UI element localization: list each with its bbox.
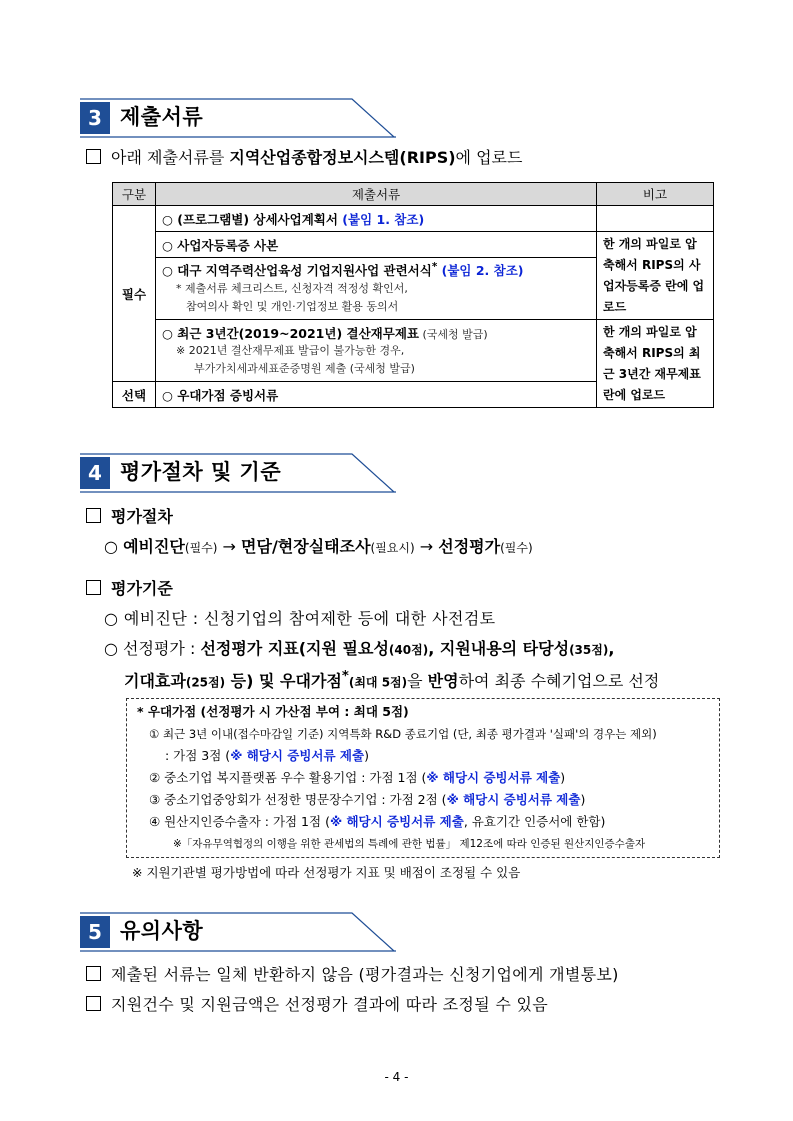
checkbox-square-icon [86,580,101,595]
table-row: ○ (프로그램별) 상세사업계획서 (붙임 1. 참조) [156,206,597,232]
bonus-item: ② 중소기업 복지플랫폼 우수 활용기업 : 가점 1점 (※ 해당시 증빙서류 제출) [149,770,566,785]
group-required: 필수 [113,206,156,382]
section-3-header [80,96,396,140]
checkbox-square-icon [86,508,101,523]
section-5-title: 유의사항 [120,919,204,943]
notice-1: 제출된 서류는 일체 반환하지 않음 (평가결과는 신청기업에게 개별통보) [86,964,619,986]
remark-2: 한 개의 파일로 압축해서 RIPS의 최근 3년간 재무제표 란에 업로드 [597,320,714,408]
table-row: ○ 우대가점 증빙서류 [156,382,597,408]
criteria-1: ○ 예비진단 : 신청기업의 참여제한 등에 대한 사전검토 [104,609,496,628]
bonus-item: : 가점 3점 (※ 해당시 증빙서류 제출) [165,748,369,763]
section-4-header [80,451,396,495]
table-row: ○ 사업자등록증 사본 [156,232,597,258]
table-row: ○ 최근 3년간(2019~2021년) 결산재무제표 (국세청 발급) ※ 2021년 결산재무제표 발급이 불가능한 경우, 부가가치세과세표준증명원 제출 (국세청 발급) [156,320,597,382]
section-4-title: 평가절차 및 기준 [120,460,282,484]
group-optional: 선택 [113,382,156,408]
procedure-flow: ○ 예비진단(필수) → 면담/현장실태조사(필요시) → 선정평가(필수) [104,537,533,556]
table-row: ○ 대구 지역주력산업육성 기업지원사업 관련서식* (붙임 2. 참조) * 제출서류 체크리스트, 신청자격 적정성 확인서, 참여의사 확인 및 개인·기업정보 활용 동의서 [156,258,597,320]
checkbox-square-icon [86,149,101,164]
bonus-item: ④ 원산지인증수출자 : 가점 1점 (※ 해당시 증빙서류 제출, 유효기간 인증서에 한함) [149,814,606,829]
section-5-number: 5 [80,916,110,948]
section-3-intro: 아래 제출서류를 지역산업종합정보시스템(RIPS)에 업로드 [86,147,522,169]
remark-1: 한 개의 파일로 압축해서 RIPS의 사업자등록증 란에 업로드 [597,232,714,320]
bonus-item: ③ 중소기업중앙회가 선정한 명문장수기업 : 가점 2점 (※ 해당시 증빙서류 제출) [149,792,586,807]
criteria-2-continued: 기대효과(25점) 등) 및 우대가점*(최대 5점)을 반영하여 최종 수혜기업으로 선정 [124,669,660,691]
bonus-points-box [126,698,720,858]
bonus-note: ※「자유무역협정의 이행을 위한 관세법의 특례에 관한 법률」 제12조에 따라 인증된 원산지인증수출자 [173,838,646,850]
bonus-item: ① 최근 3년 이내(접수마감일 기준) 지역특화 R&D 종료기업 (단, 최종 평가결과 '실패'의 경우는 제외) [149,727,657,741]
documents-table [112,182,714,408]
page-number: - 4 - [384,1070,409,1084]
section-3-number: 3 [80,102,110,134]
section-5-header [80,910,396,954]
evaluation-footnote: ※ 지원기관별 평가방법에 따라 선정평가 지표 및 배점이 조정될 수 있음 [132,865,521,880]
table-header: 비고 [597,183,714,206]
procedure-heading: 평가절차 [86,506,173,528]
criteria-heading: 평가기준 [86,578,173,600]
table-header: 구분 [113,183,156,206]
section-4-number: 4 [80,457,110,489]
section-3-title: 제출서류 [120,105,204,129]
criteria-2: ○ 선정평가 : 선정평가 지표(지원 필요성(40점), 지원내용의 타당성(35점), [104,639,615,658]
notice-2: 지원건수 및 지원금액은 선정평가 결과에 따라 조정될 수 있음 [86,994,548,1016]
table-header: 제출서류 [156,183,597,206]
checkbox-square-icon [86,996,101,1011]
bonus-title: * 우대가점 (선정평가 시 가산점 부여 : 최대 5점) [137,704,409,719]
remark-empty [597,206,714,232]
checkbox-square-icon [86,966,101,981]
